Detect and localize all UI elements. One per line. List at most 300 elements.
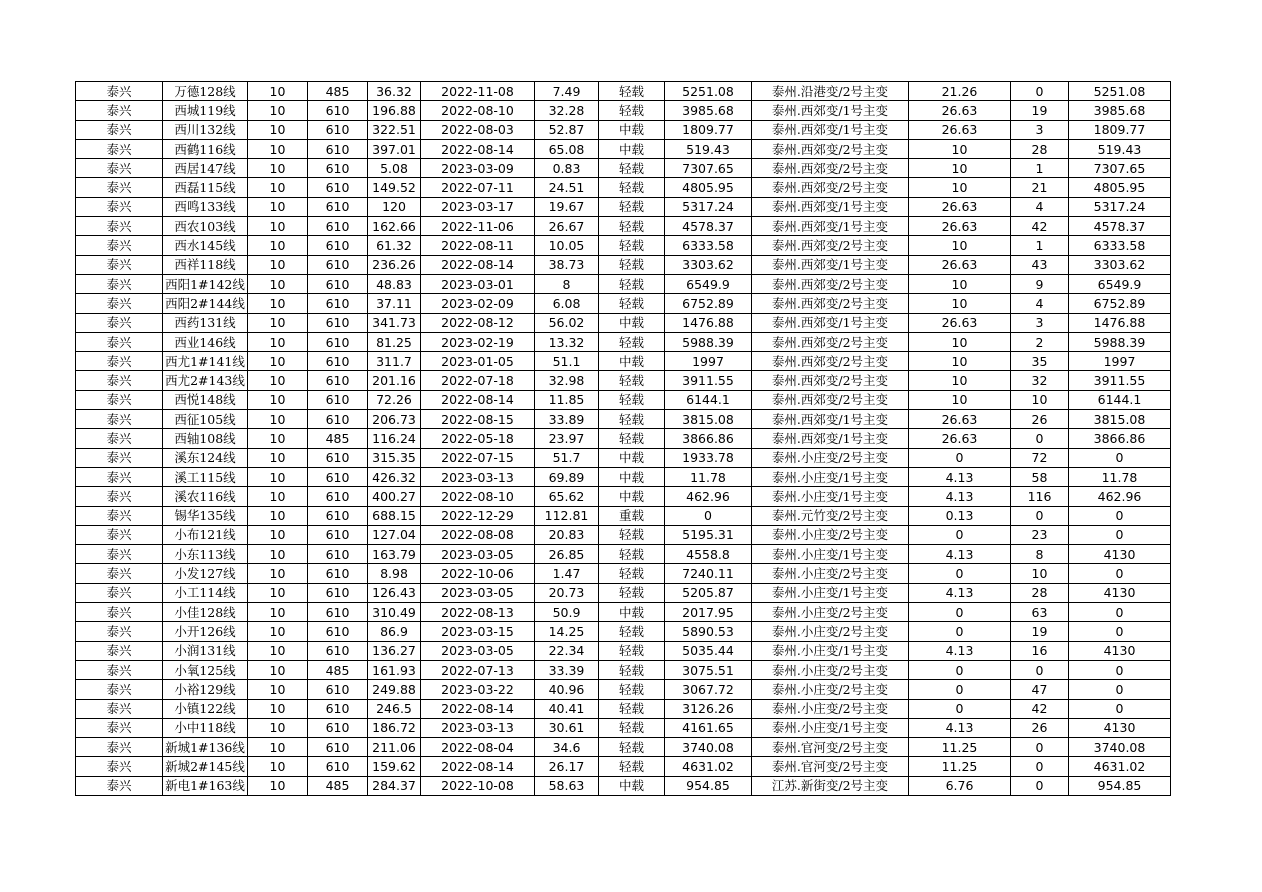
capacity-cell: 610	[308, 101, 368, 120]
count-cell: 26	[1011, 410, 1069, 429]
line-name-cell: 小东113线	[163, 545, 248, 564]
available-capacity-cell: 3303.62	[665, 255, 752, 274]
available-capacity-cell: 4558.8	[665, 545, 752, 564]
transformer-margin-cell: 6.76	[909, 776, 1011, 795]
available-capacity-cell: 5205.87	[665, 583, 752, 602]
region-cell: 泰兴	[76, 178, 163, 197]
substation-transformer-cell: 泰州.西郊变/2号主变	[752, 236, 909, 255]
available-capacity-cell: 5035.44	[665, 641, 752, 660]
capacity-cell: 610	[308, 467, 368, 486]
date-cell: 2023-02-09	[421, 294, 535, 313]
line-name-cell: 小发127线	[163, 564, 248, 583]
load-rate-cell: 7.49	[535, 82, 599, 101]
final-capacity-cell: 0	[1069, 660, 1171, 679]
date-cell: 2022-11-06	[421, 217, 535, 236]
final-capacity-cell: 4130	[1069, 583, 1171, 602]
load-cell: 400.27	[368, 487, 421, 506]
transformer-margin-cell: 4.13	[909, 487, 1011, 506]
load-level-cell: 轻载	[599, 197, 665, 216]
substation-transformer-cell: 泰州.西郊变/1号主变	[752, 217, 909, 236]
load-cell: 426.32	[368, 467, 421, 486]
table-row	[76, 332, 1171, 351]
substation-transformer-cell: 泰州.小庄变/1号主变	[752, 641, 909, 660]
load-cell: 127.04	[368, 525, 421, 544]
load-rate-cell: 8	[535, 274, 599, 293]
substation-transformer-cell: 泰州.西郊变/2号主变	[752, 294, 909, 313]
available-capacity-cell: 3740.08	[665, 738, 752, 757]
available-capacity-cell: 3866.86	[665, 429, 752, 448]
table-row	[76, 294, 1171, 313]
region-cell: 泰兴	[76, 757, 163, 776]
load-level-cell: 中载	[599, 139, 665, 158]
transformer-margin-cell: 26.63	[909, 101, 1011, 120]
transformer-margin-cell: 4.13	[909, 545, 1011, 564]
voltage-cell: 10	[248, 217, 308, 236]
line-name-cell: 西鹤116线	[163, 139, 248, 158]
voltage-cell: 10	[248, 699, 308, 718]
available-capacity-cell: 3067.72	[665, 680, 752, 699]
load-cell: 159.62	[368, 757, 421, 776]
region-cell: 泰兴	[76, 82, 163, 101]
region-cell: 泰兴	[76, 429, 163, 448]
final-capacity-cell: 6333.58	[1069, 236, 1171, 255]
count-cell: 63	[1011, 603, 1069, 622]
available-capacity-cell: 7240.11	[665, 564, 752, 583]
available-capacity-cell: 0	[665, 506, 752, 525]
voltage-cell: 10	[248, 545, 308, 564]
available-capacity-cell: 954.85	[665, 776, 752, 795]
date-cell: 2023-03-22	[421, 680, 535, 699]
voltage-cell: 10	[248, 178, 308, 197]
load-rate-cell: 23.97	[535, 429, 599, 448]
load-rate-cell: 40.41	[535, 699, 599, 718]
table-row	[76, 660, 1171, 679]
transformer-margin-cell: 4.13	[909, 583, 1011, 602]
load-cell: 136.27	[368, 641, 421, 660]
load-rate-cell: 10.05	[535, 236, 599, 255]
load-level-cell: 轻载	[599, 217, 665, 236]
voltage-cell: 10	[248, 294, 308, 313]
load-rate-cell: 65.08	[535, 139, 599, 158]
count-cell: 23	[1011, 525, 1069, 544]
date-cell: 2022-07-15	[421, 448, 535, 467]
line-name-cell: 西阳1#142线	[163, 274, 248, 293]
load-rate-cell: 20.73	[535, 583, 599, 602]
available-capacity-cell: 7307.65	[665, 159, 752, 178]
line-name-cell: 锡华135线	[163, 506, 248, 525]
date-cell: 2023-03-01	[421, 274, 535, 293]
date-cell: 2022-07-11	[421, 178, 535, 197]
date-cell: 2023-03-09	[421, 159, 535, 178]
date-cell: 2023-03-17	[421, 197, 535, 216]
transformer-margin-cell: 10	[909, 139, 1011, 158]
capacity-cell: 610	[308, 390, 368, 409]
load-level-cell: 轻载	[599, 738, 665, 757]
load-level-cell: 轻载	[599, 101, 665, 120]
line-name-cell: 西悦148线	[163, 390, 248, 409]
capacity-cell: 610	[308, 120, 368, 139]
date-cell: 2022-08-08	[421, 525, 535, 544]
voltage-cell: 10	[248, 352, 308, 371]
substation-transformer-cell: 泰州.小庄变/2号主变	[752, 525, 909, 544]
substation-transformer-cell: 泰州.小庄变/1号主变	[752, 545, 909, 564]
transformer-margin-cell: 10	[909, 236, 1011, 255]
transformer-margin-cell: 0.13	[909, 506, 1011, 525]
date-cell: 2023-03-13	[421, 467, 535, 486]
capacity-cell: 610	[308, 274, 368, 293]
load-rate-cell: 26.85	[535, 545, 599, 564]
voltage-cell: 10	[248, 660, 308, 679]
final-capacity-cell: 0	[1069, 525, 1171, 544]
load-rate-cell: 51.1	[535, 352, 599, 371]
table-row	[76, 776, 1171, 795]
capacity-cell: 610	[308, 738, 368, 757]
voltage-cell: 10	[248, 274, 308, 293]
load-rate-cell: 11.85	[535, 390, 599, 409]
line-name-cell: 西鸣133线	[163, 197, 248, 216]
count-cell: 28	[1011, 139, 1069, 158]
load-level-cell: 中载	[599, 120, 665, 139]
voltage-cell: 10	[248, 410, 308, 429]
capacity-cell: 610	[308, 622, 368, 641]
region-cell: 泰兴	[76, 313, 163, 332]
voltage-cell: 10	[248, 82, 308, 101]
table-row	[76, 159, 1171, 178]
available-capacity-cell: 5317.24	[665, 197, 752, 216]
table-row	[76, 429, 1171, 448]
available-capacity-cell: 4631.02	[665, 757, 752, 776]
substation-transformer-cell: 泰州.西郊变/2号主变	[752, 371, 909, 390]
load-rate-cell: 13.32	[535, 332, 599, 351]
table-body	[76, 82, 1171, 796]
load-cell: 284.37	[368, 776, 421, 795]
voltage-cell: 10	[248, 757, 308, 776]
region-cell: 泰兴	[76, 159, 163, 178]
line-name-cell: 西尤2#143线	[163, 371, 248, 390]
load-rate-cell: 32.28	[535, 101, 599, 120]
substation-transformer-cell: 泰州.元竹变/2号主变	[752, 506, 909, 525]
line-name-cell: 西水145线	[163, 236, 248, 255]
capacity-cell: 610	[308, 352, 368, 371]
load-cell: 688.15	[368, 506, 421, 525]
load-level-cell: 轻载	[599, 429, 665, 448]
final-capacity-cell: 0	[1069, 680, 1171, 699]
substation-transformer-cell: 泰州.西郊变/1号主变	[752, 101, 909, 120]
table-row	[76, 564, 1171, 583]
line-name-cell: 西居147线	[163, 159, 248, 178]
region-cell: 泰兴	[76, 660, 163, 679]
transformer-margin-cell: 11.25	[909, 757, 1011, 776]
final-capacity-cell: 3815.08	[1069, 410, 1171, 429]
count-cell: 0	[1011, 429, 1069, 448]
line-name-cell: 新城2#145线	[163, 757, 248, 776]
table-row	[76, 197, 1171, 216]
capacity-cell: 610	[308, 603, 368, 622]
table-row	[76, 255, 1171, 274]
capacity-cell: 610	[308, 255, 368, 274]
load-level-cell: 轻载	[599, 294, 665, 313]
substation-transformer-cell: 泰州.西郊变/2号主变	[752, 159, 909, 178]
capacity-cell: 610	[308, 371, 368, 390]
region-cell: 泰兴	[76, 525, 163, 544]
count-cell: 35	[1011, 352, 1069, 371]
line-name-cell: 西业146线	[163, 332, 248, 351]
date-cell: 2022-08-11	[421, 236, 535, 255]
final-capacity-cell: 4578.37	[1069, 217, 1171, 236]
table-row	[76, 718, 1171, 737]
load-cell: 162.66	[368, 217, 421, 236]
capacity-cell: 610	[308, 641, 368, 660]
final-capacity-cell: 4130	[1069, 641, 1171, 660]
final-capacity-cell: 3866.86	[1069, 429, 1171, 448]
date-cell: 2022-08-15	[421, 410, 535, 429]
count-cell: 26	[1011, 718, 1069, 737]
load-rate-cell: 40.96	[535, 680, 599, 699]
load-cell: 8.98	[368, 564, 421, 583]
load-rate-cell: 50.9	[535, 603, 599, 622]
available-capacity-cell: 1933.78	[665, 448, 752, 467]
region-cell: 泰兴	[76, 776, 163, 795]
capacity-cell: 610	[308, 448, 368, 467]
region-cell: 泰兴	[76, 603, 163, 622]
load-rate-cell: 26.17	[535, 757, 599, 776]
voltage-cell: 10	[248, 371, 308, 390]
count-cell: 42	[1011, 699, 1069, 718]
transformer-margin-cell: 0	[909, 699, 1011, 718]
capacity-cell: 610	[308, 410, 368, 429]
date-cell: 2022-12-29	[421, 506, 535, 525]
load-cell: 211.06	[368, 738, 421, 757]
voltage-cell: 10	[248, 467, 308, 486]
capacity-cell: 610	[308, 159, 368, 178]
load-cell: 315.35	[368, 448, 421, 467]
capacity-cell: 610	[308, 757, 368, 776]
transformer-margin-cell: 26.63	[909, 429, 1011, 448]
load-cell: 5.08	[368, 159, 421, 178]
transformer-margin-cell: 0	[909, 622, 1011, 641]
line-name-cell: 小裕129线	[163, 680, 248, 699]
date-cell: 2022-10-08	[421, 776, 535, 795]
substation-transformer-cell: 泰州.小庄变/1号主变	[752, 467, 909, 486]
load-level-cell: 轻载	[599, 583, 665, 602]
load-level-cell: 轻载	[599, 274, 665, 293]
region-cell: 泰兴	[76, 352, 163, 371]
load-level-cell: 重载	[599, 506, 665, 525]
load-cell: 149.52	[368, 178, 421, 197]
table-row	[76, 680, 1171, 699]
load-level-cell: 轻载	[599, 525, 665, 544]
region-cell: 泰兴	[76, 622, 163, 641]
date-cell: 2022-08-14	[421, 255, 535, 274]
load-rate-cell: 14.25	[535, 622, 599, 641]
substation-transformer-cell: 泰州.小庄变/1号主变	[752, 487, 909, 506]
capacity-cell: 610	[308, 217, 368, 236]
region-cell: 泰兴	[76, 410, 163, 429]
table-row	[76, 139, 1171, 158]
available-capacity-cell: 5251.08	[665, 82, 752, 101]
final-capacity-cell: 0	[1069, 699, 1171, 718]
load-cell: 201.16	[368, 371, 421, 390]
load-level-cell: 中载	[599, 448, 665, 467]
load-level-cell: 轻载	[599, 371, 665, 390]
date-cell: 2023-03-15	[421, 622, 535, 641]
load-cell: 86.9	[368, 622, 421, 641]
load-cell: 196.88	[368, 101, 421, 120]
final-capacity-cell: 3911.55	[1069, 371, 1171, 390]
capacity-cell: 485	[308, 660, 368, 679]
line-name-cell: 小佳128线	[163, 603, 248, 622]
load-level-cell: 轻载	[599, 545, 665, 564]
load-rate-cell: 6.08	[535, 294, 599, 313]
final-capacity-cell: 3303.62	[1069, 255, 1171, 274]
line-name-cell: 西农103线	[163, 217, 248, 236]
date-cell: 2022-07-18	[421, 371, 535, 390]
load-rate-cell: 20.83	[535, 525, 599, 544]
table-row	[76, 525, 1171, 544]
load-cell: 163.79	[368, 545, 421, 564]
substation-transformer-cell: 泰州.西郊变/1号主变	[752, 313, 909, 332]
final-capacity-cell: 0	[1069, 603, 1171, 622]
table-row	[76, 448, 1171, 467]
count-cell: 28	[1011, 583, 1069, 602]
final-capacity-cell: 6144.1	[1069, 390, 1171, 409]
count-cell: 4	[1011, 294, 1069, 313]
table-row	[76, 467, 1171, 486]
table-row	[76, 506, 1171, 525]
region-cell: 泰兴	[76, 236, 163, 255]
final-capacity-cell: 3740.08	[1069, 738, 1171, 757]
table-row	[76, 390, 1171, 409]
table-row	[76, 699, 1171, 718]
load-level-cell: 轻载	[599, 680, 665, 699]
voltage-cell: 10	[248, 776, 308, 795]
substation-transformer-cell: 泰州.官河变/2号主变	[752, 757, 909, 776]
date-cell: 2022-08-14	[421, 699, 535, 718]
region-cell: 泰兴	[76, 294, 163, 313]
voltage-cell: 10	[248, 390, 308, 409]
voltage-cell: 10	[248, 120, 308, 139]
transformer-margin-cell: 10	[909, 159, 1011, 178]
date-cell: 2022-11-08	[421, 82, 535, 101]
capacity-cell: 610	[308, 583, 368, 602]
load-level-cell: 轻载	[599, 410, 665, 429]
load-level-cell: 轻载	[599, 718, 665, 737]
line-name-cell: 西城119线	[163, 101, 248, 120]
count-cell: 0	[1011, 738, 1069, 757]
final-capacity-cell: 4130	[1069, 718, 1171, 737]
count-cell: 19	[1011, 622, 1069, 641]
count-cell: 9	[1011, 274, 1069, 293]
load-cell: 126.43	[368, 583, 421, 602]
available-capacity-cell: 6333.58	[665, 236, 752, 255]
voltage-cell: 10	[248, 448, 308, 467]
transformer-margin-cell: 4.13	[909, 467, 1011, 486]
line-name-cell: 小开126线	[163, 622, 248, 641]
count-cell: 10	[1011, 390, 1069, 409]
transformer-margin-cell: 4.13	[909, 641, 1011, 660]
table-row	[76, 622, 1171, 641]
substation-transformer-cell: 泰州.沿港变/2号主变	[752, 82, 909, 101]
region-cell: 泰兴	[76, 274, 163, 293]
count-cell: 72	[1011, 448, 1069, 467]
date-cell: 2023-03-05	[421, 545, 535, 564]
date-cell: 2022-08-14	[421, 139, 535, 158]
count-cell: 21	[1011, 178, 1069, 197]
region-cell: 泰兴	[76, 718, 163, 737]
transformer-margin-cell: 0	[909, 680, 1011, 699]
load-level-cell: 中载	[599, 352, 665, 371]
count-cell: 3	[1011, 120, 1069, 139]
available-capacity-cell: 4805.95	[665, 178, 752, 197]
substation-transformer-cell: 泰州.小庄变/1号主变	[752, 718, 909, 737]
region-cell: 泰兴	[76, 583, 163, 602]
load-level-cell: 轻载	[599, 255, 665, 274]
final-capacity-cell: 11.78	[1069, 467, 1171, 486]
available-capacity-cell: 1809.77	[665, 120, 752, 139]
load-level-cell: 中载	[599, 467, 665, 486]
load-level-cell: 中载	[599, 776, 665, 795]
load-rate-cell: 34.6	[535, 738, 599, 757]
substation-transformer-cell: 泰州.小庄变/2号主变	[752, 564, 909, 583]
available-capacity-cell: 5890.53	[665, 622, 752, 641]
capacity-cell: 610	[308, 178, 368, 197]
date-cell: 2022-10-06	[421, 564, 535, 583]
region-cell: 泰兴	[76, 197, 163, 216]
substation-transformer-cell: 泰州.西郊变/1号主变	[752, 410, 909, 429]
load-cell: 36.32	[368, 82, 421, 101]
voltage-cell: 10	[248, 738, 308, 757]
load-cell: 236.26	[368, 255, 421, 274]
line-name-cell: 小布121线	[163, 525, 248, 544]
voltage-cell: 10	[248, 139, 308, 158]
region-cell: 泰兴	[76, 738, 163, 757]
capacity-cell: 610	[308, 506, 368, 525]
load-rate-cell: 52.87	[535, 120, 599, 139]
line-name-cell: 西药131线	[163, 313, 248, 332]
load-cell: 341.73	[368, 313, 421, 332]
load-rate-cell: 30.61	[535, 718, 599, 737]
date-cell: 2022-08-12	[421, 313, 535, 332]
transformer-margin-cell: 26.63	[909, 217, 1011, 236]
date-cell: 2022-08-10	[421, 101, 535, 120]
final-capacity-cell: 519.43	[1069, 139, 1171, 158]
load-cell: 246.5	[368, 699, 421, 718]
table-row	[76, 120, 1171, 139]
date-cell: 2023-03-05	[421, 583, 535, 602]
substation-transformer-cell: 泰州.西郊变/2号主变	[752, 139, 909, 158]
table-row	[76, 545, 1171, 564]
load-rate-cell: 19.67	[535, 197, 599, 216]
count-cell: 0	[1011, 757, 1069, 776]
capacity-cell: 610	[308, 294, 368, 313]
transformer-margin-cell: 26.63	[909, 120, 1011, 139]
count-cell: 116	[1011, 487, 1069, 506]
capacity-cell: 610	[308, 545, 368, 564]
voltage-cell: 10	[248, 603, 308, 622]
region-cell: 泰兴	[76, 332, 163, 351]
load-rate-cell: 58.63	[535, 776, 599, 795]
transformer-margin-cell: 26.63	[909, 313, 1011, 332]
available-capacity-cell: 11.78	[665, 467, 752, 486]
load-rate-cell: 22.34	[535, 641, 599, 660]
load-cell: 72.26	[368, 390, 421, 409]
table-row	[76, 487, 1171, 506]
voltage-cell: 10	[248, 506, 308, 525]
region-cell: 泰兴	[76, 448, 163, 467]
transformer-margin-cell: 21.26	[909, 82, 1011, 101]
load-cell: 206.73	[368, 410, 421, 429]
region-cell: 泰兴	[76, 506, 163, 525]
